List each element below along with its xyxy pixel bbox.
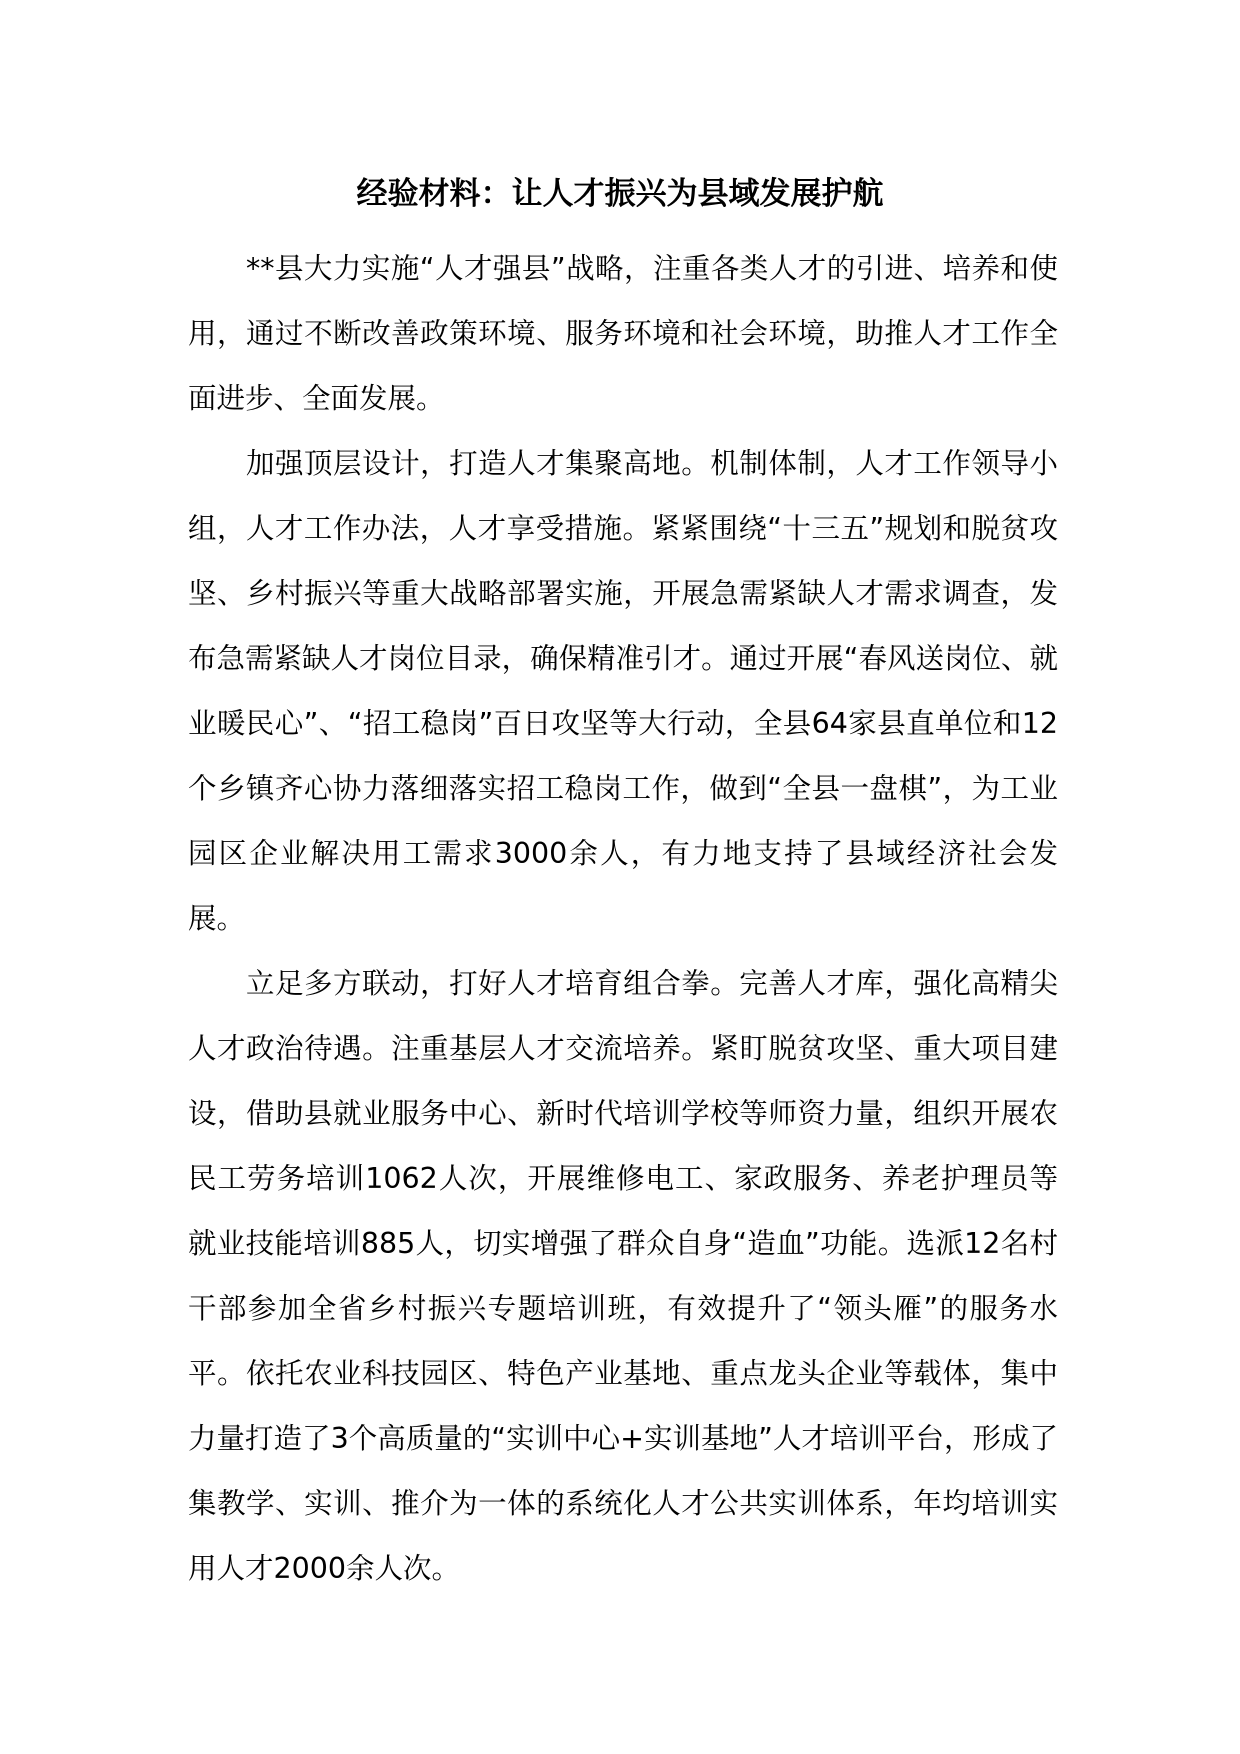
paragraph-top-level-design: 加强顶层设计，打造人才集聚高地。机制体制，人才工作领导小组，人才工作办法，人才享受措施。紧紧围绕“十三五”规划和脱贫攻坚、乡村振兴等重大战略部署实施，开展急需紧缺人才需求调查，发布急需紧缺人才岗位目录，确保精准引才。通过开展“春风送岗位、就业暖民心”、“招工稳岗”百日攻坚等大行动，全县64家县直单位和12个乡镇齐心协力落细落实招工稳岗工作，做到“全县一盘棋”，为工业园区企业解决用工需求3000余人，有力地支持了县域经济社会发展。	[188, 447, 1058, 935]
paragraph-talent-training: 立足多方联动，打好人才培育组合拳。完善人才库，强化高精尖人才政治待遇。注重基层人才交流培养。紧盯脱贫攻坚、重大项目建设，借助县就业服务中心、新时代培训学校等师资力量，组织开展农民工劳务培训1062人次，开展维修电工、家政服务、养老护理员等就业技能培训885人，切实增强了群众自身“造血”功能。选派12名村干部参加全省乡村振兴专题培训班，有效提升了“领头雁”的服务水平。依托农业科技园区、特色产业基地、重点龙头企业等载体，集中力量打造了3个高质量的“实训中心+实训基地”人才培训平台，形成了集教学、实训、推介为一体的系统化人才公共实训体系，年均培训实用人才2000余人次。	[188, 967, 1058, 1585]
document-body	[188, 236, 1058, 1601]
document-title: 经验材料：让人才振兴为县域发展护航	[356, 176, 884, 212]
paragraph-intro: **县大力实施“人才强县”战略，注重各类人才的引进、培养和使用，通过不断改善政策环境、服务环境和社会环境，助推人才工作全面进步、全面发展。	[188, 252, 1058, 415]
